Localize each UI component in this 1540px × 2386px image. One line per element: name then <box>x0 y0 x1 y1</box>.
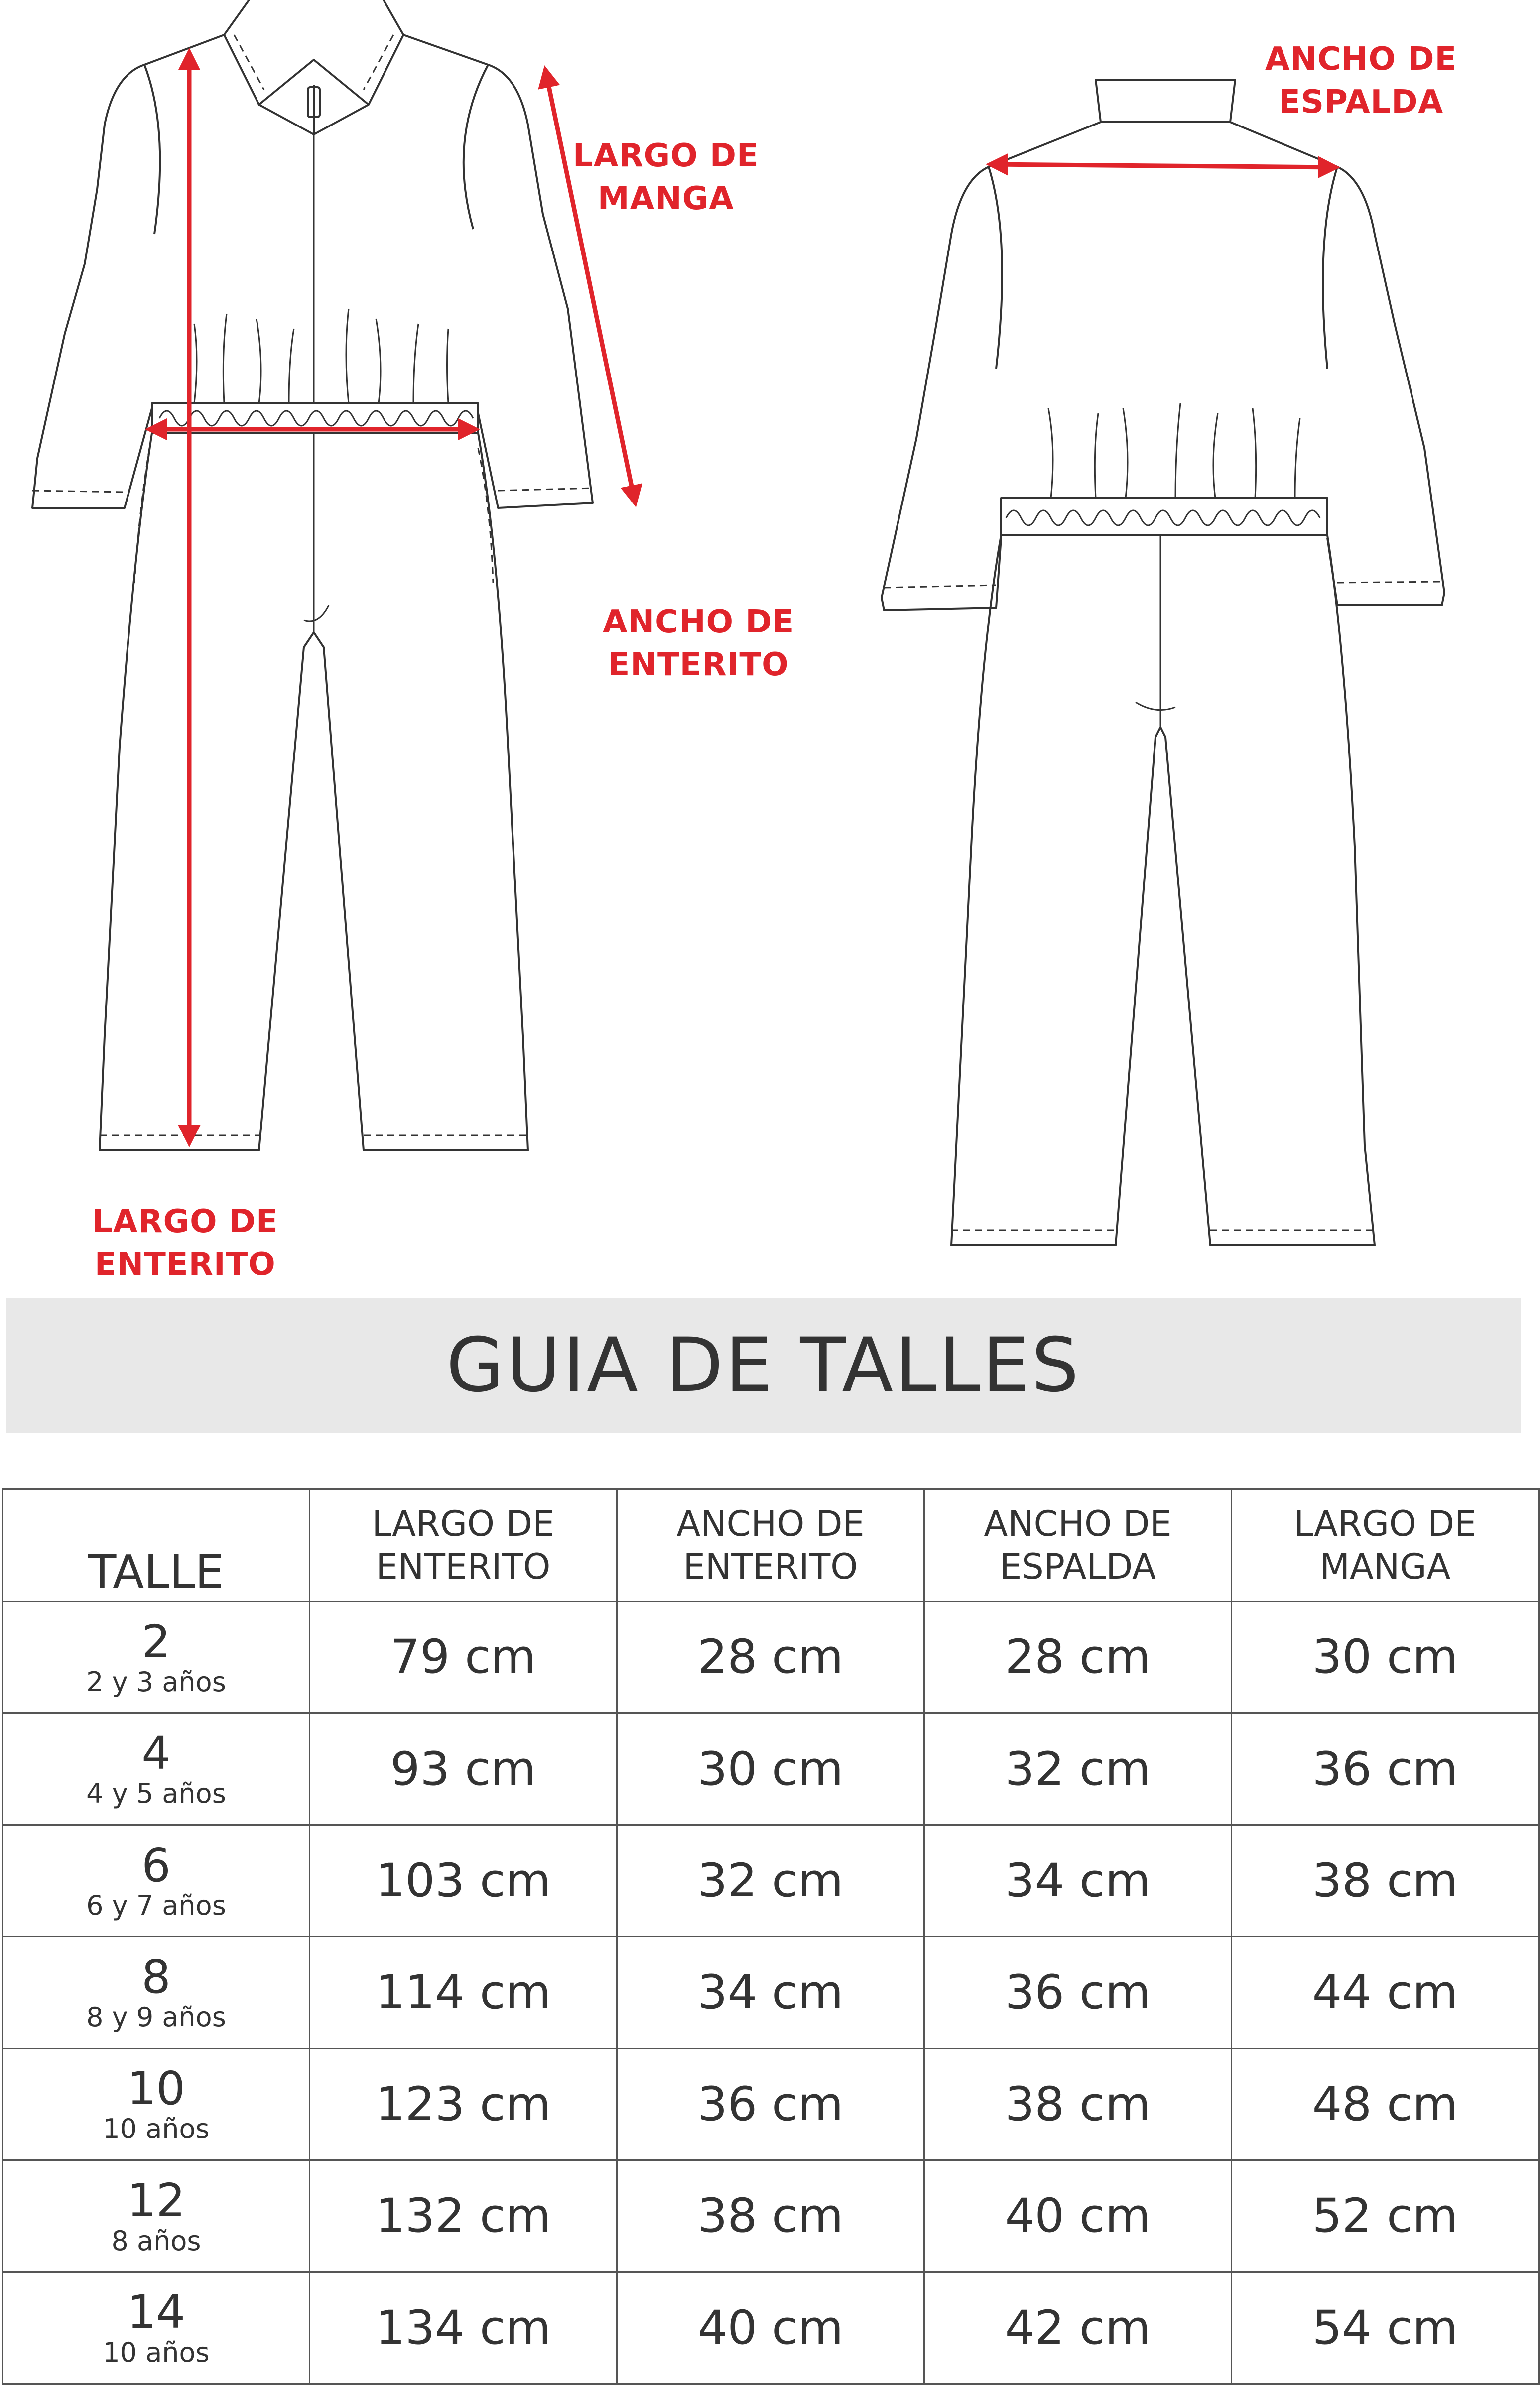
size-age: 4 y 5 años <box>86 1778 226 1810</box>
label-largo-manga: LARGO DE MANGA <box>573 137 759 217</box>
size-cell <box>3 1602 310 1713</box>
size-cell <box>3 2048 310 2160</box>
table-row <box>3 1825 1539 1936</box>
size-number: 10 <box>127 2062 186 2116</box>
ancho-espalda-value: 34 cm <box>924 1825 1232 1936</box>
table-row <box>3 1937 1539 2048</box>
size-age: 8 y 9 años <box>86 2001 226 2033</box>
largo-manga-value: 36 cm <box>1232 1713 1539 1825</box>
ancho-enterito-value: 38 cm <box>617 2160 924 2272</box>
label-largo-enterito: LARGO DE ENTERITO <box>92 1203 278 1283</box>
largo-manga-value: 48 cm <box>1232 2048 1539 2160</box>
table-row <box>3 2160 1539 2272</box>
front-view-drawing <box>32 0 593 1150</box>
size-cell <box>3 1825 310 1936</box>
size-cell <box>3 2272 310 2384</box>
ancho-enterito-value: 34 cm <box>617 1937 924 2048</box>
size-number: 8 <box>141 1950 171 2004</box>
ancho-enterito-value: 40 cm <box>617 2272 924 2384</box>
ancho-espalda-value: 28 cm <box>924 1602 1232 1713</box>
largo-manga-value: 44 cm <box>1232 1937 1539 2048</box>
largo-enterito-value: 79 cm <box>310 1602 617 1713</box>
header-ancho-enterito: ANCHO DE ENTERITO <box>617 1489 924 1602</box>
label-ancho-espalda: ANCHO DE ESPALDA <box>1265 41 1457 121</box>
table-header-row <box>3 1489 1539 1602</box>
ancho-enterito-value: 32 cm <box>617 1825 924 1936</box>
ancho-espalda-value: 32 cm <box>924 1713 1232 1825</box>
size-age: 8 años <box>111 2225 201 2257</box>
header-largo-enterito: LARGO DE ENTERITO <box>310 1489 617 1602</box>
header-ancho-espalda: ANCHO DE ESPALDA <box>924 1489 1232 1602</box>
size-cell <box>3 1937 310 2048</box>
header-largo-manga: LARGO DE MANGA <box>1232 1489 1539 1602</box>
largo-enterito-value: 103 cm <box>310 1825 617 1936</box>
size-cell <box>3 2160 310 2272</box>
ancho-espalda-value: 36 cm <box>924 1937 1232 2048</box>
ancho-espalda-value: 40 cm <box>924 2160 1232 2272</box>
table-row <box>3 2048 1539 2160</box>
size-number: 2 <box>141 1615 171 1668</box>
size-cell <box>3 1713 310 1825</box>
largo-enterito-value: 114 cm <box>310 1937 617 2048</box>
table-row <box>3 1713 1539 1825</box>
largo-enterito-value: 132 cm <box>310 2160 617 2272</box>
table-row <box>3 2272 1539 2384</box>
ancho-espalda-value: 38 cm <box>924 2048 1232 2160</box>
size-age: 6 y 7 años <box>86 1889 226 1921</box>
size-age: 10 años <box>103 2113 210 2145</box>
size-table <box>2 1488 1540 2385</box>
largo-enterito-value: 93 cm <box>310 1713 617 1825</box>
largo-enterito-value: 134 cm <box>310 2272 617 2384</box>
table-row <box>3 1602 1539 1713</box>
label-ancho-enterito: ANCHO DE ENTERITO <box>603 604 795 683</box>
size-number: 14 <box>127 2285 186 2339</box>
ancho-espalda-arrow <box>990 164 1336 167</box>
title-banner <box>6 1298 1521 1433</box>
size-age: 10 años <box>103 2337 210 2369</box>
largo-enterito-value: 123 cm <box>310 2048 617 2160</box>
size-number: 12 <box>127 2173 186 2227</box>
size-age: 2 y 3 años <box>86 1666 226 1698</box>
largo-manga-value: 30 cm <box>1232 1602 1539 1713</box>
page-title: GUIA DE TALLES <box>446 1322 1081 1409</box>
back-view-drawing <box>882 80 1444 1245</box>
size-number: 6 <box>141 1838 171 1892</box>
largo-manga-value: 38 cm <box>1232 1825 1539 1936</box>
header-talle: TALLE <box>3 1489 310 1602</box>
largo-manga-value: 54 cm <box>1232 2272 1539 2384</box>
ancho-enterito-value: 30 cm <box>617 1713 924 1825</box>
size-number: 4 <box>141 1727 171 1780</box>
ancho-espalda-value: 42 cm <box>924 2272 1232 2384</box>
ancho-enterito-value: 28 cm <box>617 1602 924 1713</box>
largo-manga-value: 52 cm <box>1232 2160 1539 2272</box>
ancho-enterito-value: 36 cm <box>617 2048 924 2160</box>
